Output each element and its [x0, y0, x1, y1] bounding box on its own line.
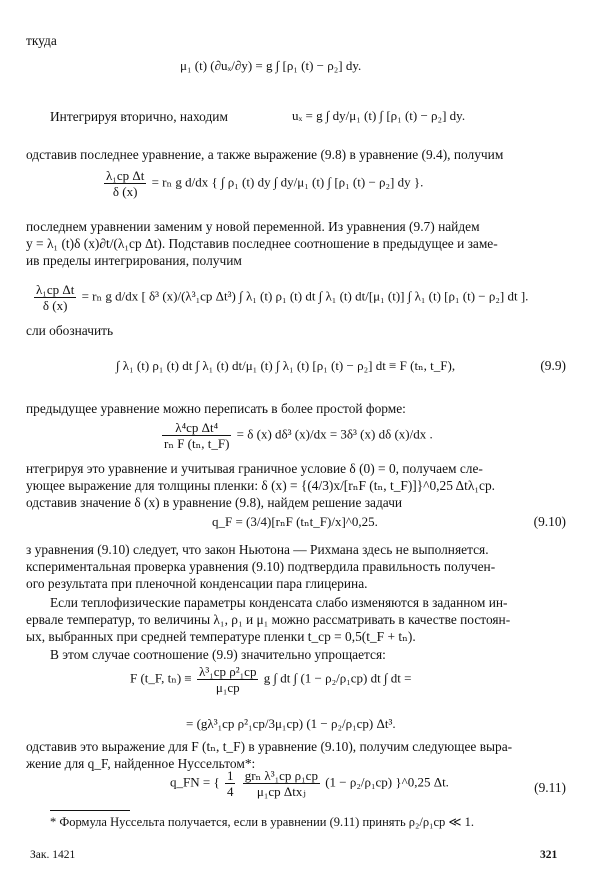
- equation-10-number: (9.11): [534, 780, 566, 795]
- equation-6: $\frac{\text{λ⁴cp Δt⁴}}{\text{rₙ F (tₙ, t\_F)}}$ = δ (x) dδ³ (x)/dx = 3δ³ (x) dδ (x)/dx .: [164, 420, 433, 451]
- text-3: одставив последнее уравнение, а также выражение (9.8) в уравнение (9.4), получим: [26, 147, 504, 162]
- text-2: Интегрируя вторично, находим: [50, 109, 228, 124]
- text-4a: последнем уравнении заменим y новой переменной. Из уравнения (9.7) найдем: [26, 219, 480, 234]
- text-7c: одставив значение δ (x) в уравнение (9.8), найдем решение задачи: [26, 495, 403, 510]
- equation-1: μ₁ (t) (∂uₓ/∂y) = g ∫ [ρ₁ (t) − ρ₂] dy.: [180, 58, 362, 73]
- equation-9: = (gλ³₁cp ρ²₁cp/3μ₁cp) (1 − ρ₂/ρ₁cp) Δt³.: [186, 716, 396, 731]
- text-10: В этом случае соотношение (9.9) значительно упрощается:: [50, 647, 386, 662]
- equation-8: F (t_F, tₙ) ≡ $\frac{\text{λ³₁cp ρ²₁cp}}{\text{μ₁cp}}$ g ∫ dt ∫ (1 − ρ₂/ρ₁cp) dt ∫ dt =: [130, 664, 412, 695]
- equation-3: $\frac{\text{λ₁cp Δt}}{\delta (x)}$ = rₙ g d/dx { ∫ ρ₁ (t) dy ∫ dy/μ₁ (t) ∫ [ρ₁ (t) − ρ₂] dy }.: [106, 168, 424, 199]
- equation-5: ∫ λ₁ (t) ρ₁ (t) dt ∫ λ₁ (t) dt/μ₁ (t) ∫ λ₁ (t) [ρ₁ (t) − ρ₂] dt ≡ F (tₙ, t_F),: [116, 358, 456, 373]
- equation-10: q_FN = { $\frac{1}{4}$ $\frac{\text{grₙ λ³₁cp ρ₁cp}}{\text{μ₁cp Δtxⱼ}}$ (1 − ρ₂/ρ₁cp) }^0,25 Δt.: [170, 768, 449, 799]
- text-9c: ых, выбранных при средней температуре пленки t_cp = 0,5(t_F + tₙ).: [26, 629, 416, 644]
- equation-7: q_F = (3/4)[rₙF (tₙt_F)/x]^0,25.: [212, 514, 378, 529]
- text-8c: ого результата при пленочной конденсации пара глицерина.: [26, 576, 368, 591]
- text-8b: кспериментальная проверка уравнения (9.10) подтвердила правильность получен-: [26, 559, 496, 574]
- equation-7-number: (9.10): [533, 514, 566, 529]
- text-7a: нтегрируя это уравнение и учитывая граничное условие δ (0) = 0, получаем сле-: [26, 461, 483, 476]
- text-5: сли обозначить: [26, 323, 114, 338]
- equation-2: uₓ = g ∫ dy/μ₁ (t) ∫ [ρ₁ (t) − ρ₂] dy.: [292, 108, 466, 123]
- text-8a: з уравнения (9.10) следует, что закон Ньютона — Рихмана здесь не выполняется.: [26, 542, 489, 557]
- text-7b: ующее выражение для толщины пленки: δ (x) = {(4/3)x/[rₙF (tₙ, t_F)]}^0,25 Δtλ₁cp.: [26, 478, 495, 493]
- text-4b: y = λ₁ (t)δ (x)∂t/(λ₁cp Δt). Подставив последнее соотношение в предыдущее и заме-: [26, 236, 498, 251]
- page-number: 321: [540, 849, 558, 861]
- equation-4: $\frac{\text{λ₁cp Δt}}{\delta (x)}$ = rₙ g d/dx [ δ³ (x)/(λ³₁cp Δt³) ∫ λ₁ (t) ρ₁ (t) dt ∫ λ₁ (t) dt/[μ₁ (t)] ∫ λ₁ (t) [ρ₁ (t) − ρ₂] dt ].: [36, 282, 529, 313]
- text-9a: Если теплофизические параметры конденсата слабо изменяются в заданном ин-: [50, 595, 508, 610]
- text-4c: ив пределы интегрирования, получим: [26, 253, 242, 268]
- text-9b: ервале температур, то величины λ₁, ρ₁ и μ₁ можно рассматривать в качестве постоян-: [26, 612, 511, 627]
- equation-5-number: (9.9): [540, 358, 566, 373]
- text-11a: одставив это выражение для F (tₙ, t_F) в уравнение (9.10), получим следующее выра-: [26, 739, 513, 754]
- footnote: * Формула Нуссельта получается, если в уравнении (9.11) принять ρ₂/ρ₁cp ≪ 1.: [50, 815, 474, 829]
- text-11b: жение для q_F, найденное Нуссельтом*:: [26, 756, 256, 771]
- text-6: предыдущее уравнение можно переписать в более простой форме:: [26, 401, 406, 416]
- footnote-rule: [50, 810, 130, 811]
- footer-left: Зак. 1421: [30, 849, 76, 861]
- text-1: ткуда: [26, 33, 57, 48]
